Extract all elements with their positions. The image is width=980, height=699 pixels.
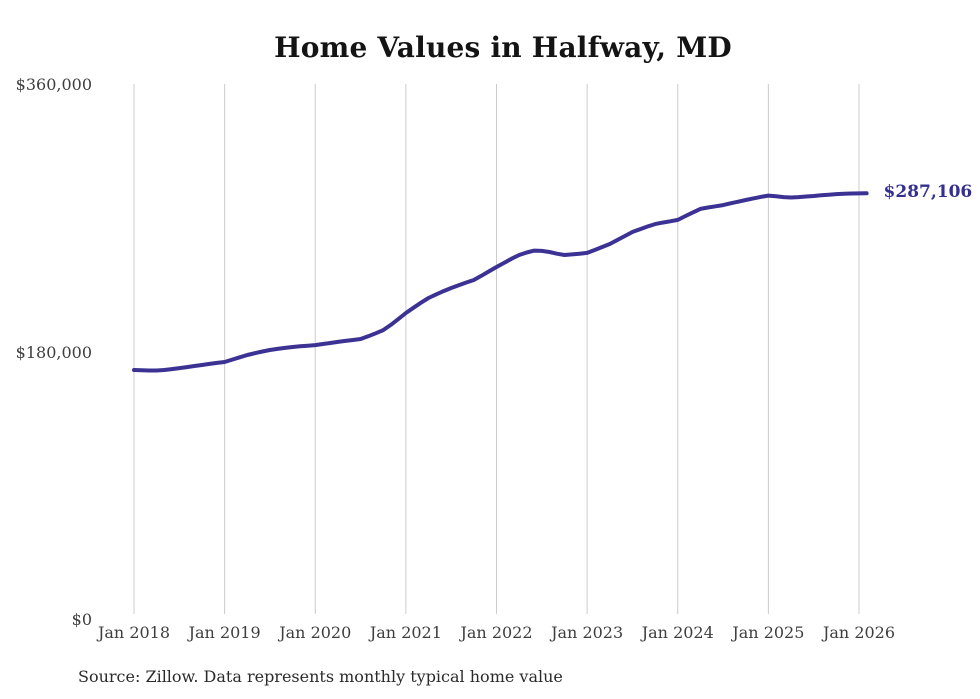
- y-tick-label-360000: $360,000: [15, 75, 92, 94]
- x-tick-label-jan-2020: Jan 2020: [279, 623, 352, 642]
- vertical-gridlines: [134, 84, 859, 614]
- x-tick-label-jan-2022: Jan 2022: [460, 623, 533, 642]
- x-tick-label-jan-2021: Jan 2021: [369, 623, 442, 642]
- x-tick-label-jan-2023: Jan 2023: [551, 623, 624, 642]
- x-tick-label-jan-2018: Jan 2018: [97, 623, 171, 642]
- x-tick-label-jan-2019: Jan 2019: [188, 623, 261, 642]
- chart-title: Home Values in Halfway, MD: [274, 31, 732, 64]
- y-tick-label-0: $0: [71, 610, 92, 629]
- home-value-line-series: [134, 193, 867, 370]
- x-tick-label-jan-2025: Jan 2025: [732, 623, 805, 642]
- source-note: Source: Zillow. Data represents monthly typical home value: [78, 667, 563, 686]
- home-value-line: [134, 193, 867, 370]
- y-tick-label-180000: $180,000: [15, 342, 92, 362]
- latest-value-label: $287,106: [883, 182, 973, 203]
- x-tick-label-jan-2024: Jan 2024: [641, 623, 714, 642]
- x-tick-label-jan-2026: Jan 2026: [822, 623, 896, 642]
